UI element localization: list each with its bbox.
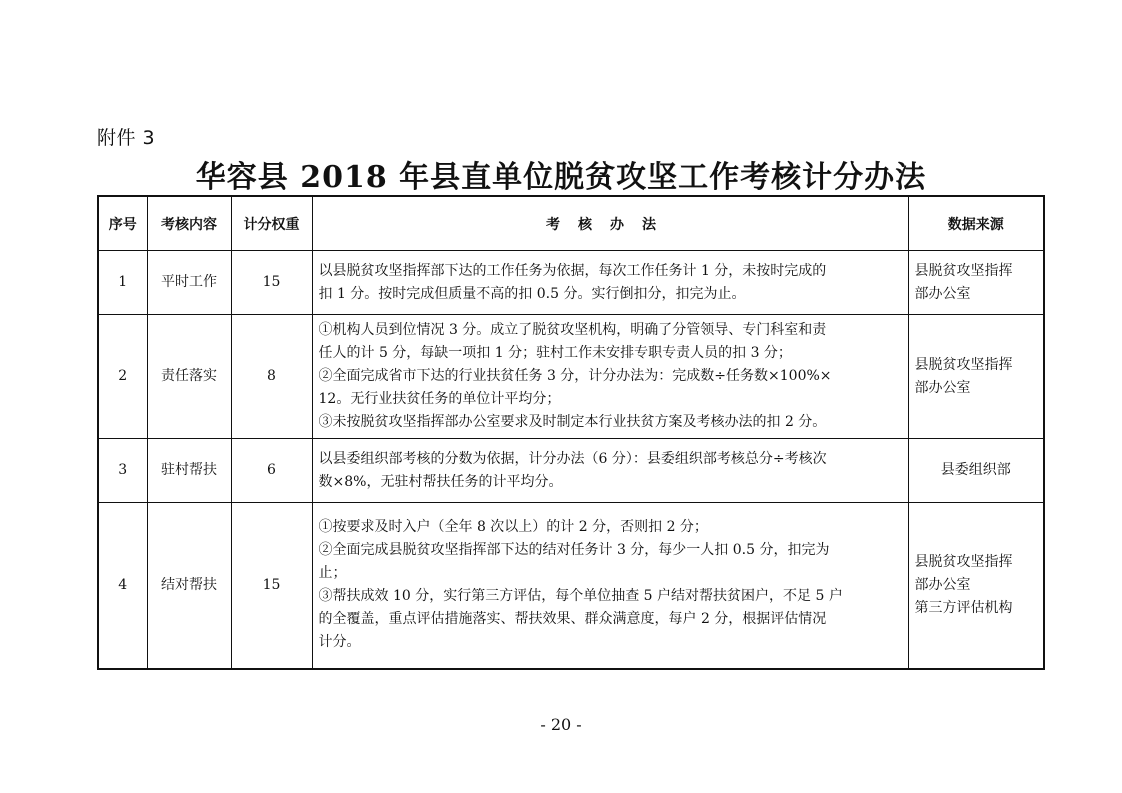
- row-weight: 6: [231, 439, 312, 503]
- row-content: 责任落实: [147, 315, 231, 439]
- method-line: ①按要求及时入户（全年 8 次以上）的计 2 分，否则扣 2 分；: [318, 519, 708, 536]
- header-seq: 序号: [98, 196, 147, 251]
- row-content: 结对帮扶: [147, 503, 231, 669]
- method-line: 扣 1 分。按时完成但质量不高的扣 0.5 分。实行倒扣分，扣完为止。: [318, 285, 746, 302]
- method-line: 计分。: [318, 634, 361, 651]
- table-row: [98, 251, 1044, 315]
- row-seq: 2: [98, 315, 147, 439]
- row-seq: 1: [98, 251, 147, 315]
- source-line: 县委组织部: [940, 462, 1011, 478]
- row-source: [908, 315, 1044, 439]
- row-weight: 8: [231, 315, 312, 439]
- source-line: 部办公室: [914, 576, 971, 593]
- source-line: 第三方评估机构: [914, 599, 1013, 616]
- method-line: 12。无行业扶贫任务的单位计平均分；: [318, 391, 561, 407]
- row-weight: 15: [231, 251, 312, 315]
- row-seq: 4: [98, 503, 147, 669]
- method-line: ③未按脱贫攻坚指挥部办公室要求及时制定本行业扶贫方案及考核办法的扣 2 分。: [318, 414, 827, 430]
- table-header-row: [98, 196, 1044, 251]
- method-line: 以县脱贫攻坚指挥部下达的工作任务为依据，每次工作任务计 1 分，未按时完成的: [318, 262, 827, 279]
- method-line: 任人的计 5 分，每缺一项扣 1 分；驻村工作未安排专职专责人员的扣 3 分；: [318, 345, 792, 361]
- method-line: ②全面完成省市下达的行业扶贫任务 3 分，计分办法为：完成数÷任务数×100%×: [318, 368, 832, 384]
- assessment-table: [97, 195, 1045, 670]
- header-content: 考核内容: [147, 196, 231, 251]
- document-title: 华容县 2018 年县直单位脱贫攻坚工作考核计分办法: [195, 160, 927, 195]
- row-method: [312, 503, 908, 669]
- page-number: - 20 -: [540, 715, 582, 734]
- method-line: 止；: [318, 565, 347, 582]
- table-row: [98, 439, 1044, 503]
- row-seq: 3: [98, 439, 147, 503]
- method-line: 的全覆盖，重点评估措施落实、帮扶效果、群众满意度，每户 2 分，根据评估情况: [318, 611, 827, 628]
- source-line: 部办公室: [914, 285, 971, 302]
- source-line: 县脱贫攻坚指挥: [914, 553, 1013, 570]
- row-method: [312, 315, 908, 439]
- method-line: ③帮扶成效 10 分，实行第三方评估，每个单位抽查 5 户结对帮扶贫困户，不足 5 户: [318, 588, 843, 605]
- header-method: 考核办法: [312, 196, 908, 251]
- method-line: ①机构人员到位情况 3 分。成立了脱贫攻坚机构，明确了分管领导、专门科室和责: [318, 322, 827, 338]
- row-method: [312, 439, 908, 503]
- method-line: 数×8%，无驻村帮扶任务的计平均分。: [318, 473, 563, 490]
- row-source: [908, 439, 1044, 503]
- row-method: [312, 251, 908, 315]
- header-source: 数据来源: [908, 196, 1044, 251]
- method-line: 以县委组织部考核的分数为依据，计分办法（6 分）：县委组织部考核总分÷考核次: [318, 450, 827, 467]
- table-row: [98, 503, 1044, 669]
- row-content: 平时工作: [147, 251, 231, 315]
- table-row: [98, 315, 1044, 439]
- source-line: 县脱贫攻坚指挥: [914, 356, 1013, 373]
- row-content: 驻村帮扶: [147, 439, 231, 503]
- row-source: [908, 251, 1044, 315]
- source-line: 县脱贫攻坚指挥: [914, 262, 1013, 279]
- method-line: ②全面完成县脱贫攻坚指挥部下达的结对任务计 3 分，每少一人扣 0.5 分，扣完为: [318, 542, 830, 559]
- header-weight: 计分权重: [231, 196, 312, 251]
- row-weight: 15: [231, 503, 312, 669]
- attachment-label: 附件 3: [97, 127, 156, 149]
- source-line: 部办公室: [914, 379, 971, 396]
- row-source: [908, 503, 1044, 669]
